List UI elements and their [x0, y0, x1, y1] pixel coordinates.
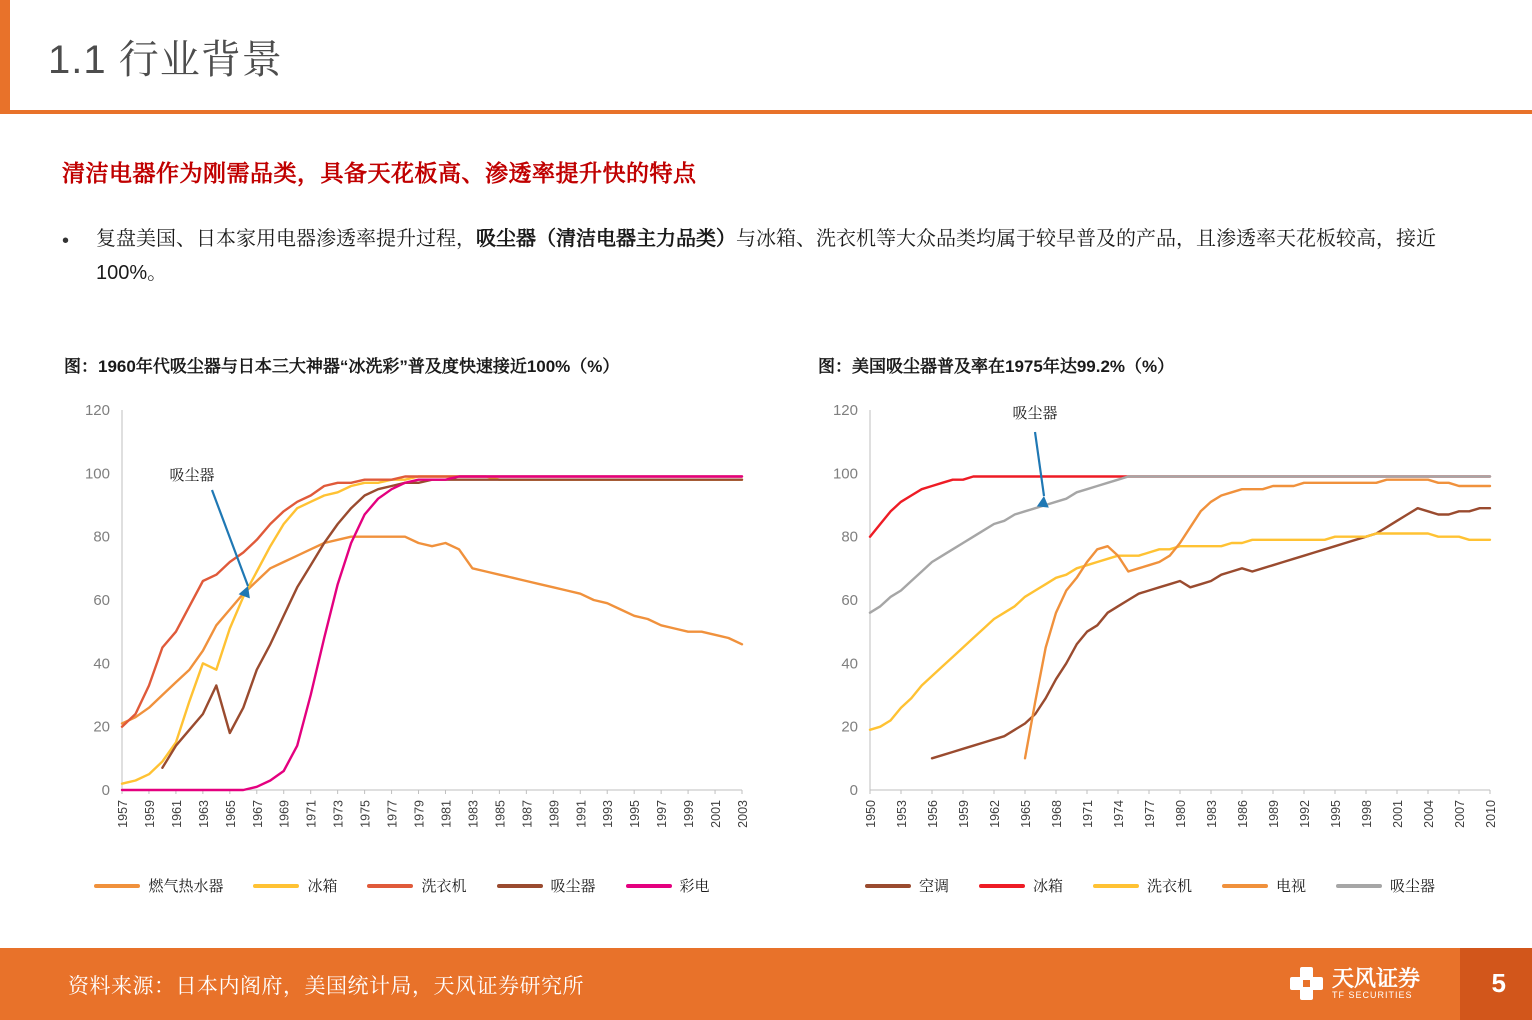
chart-caption-right: 图：美国吸尘器普及率在1975年达99.2%（%） — [818, 357, 1175, 376]
legend-swatch — [626, 884, 672, 888]
legend-item[interactable] — [1222, 875, 1306, 896]
legend-item[interactable] — [1093, 875, 1192, 896]
svg-text:0: 0 — [101, 782, 110, 799]
svg-text:1979: 1979 — [412, 800, 427, 828]
svg-text:2001: 2001 — [709, 800, 724, 828]
svg-text:1987: 1987 — [520, 800, 535, 828]
svg-text:120: 120 — [84, 402, 110, 419]
svg-text:1983: 1983 — [1205, 800, 1219, 828]
legend-label: 冰箱 — [307, 878, 338, 895]
svg-text:1991: 1991 — [574, 800, 589, 828]
svg-text:1969: 1969 — [277, 800, 292, 828]
brand-mark-icon — [1290, 967, 1324, 1001]
svg-text:1981: 1981 — [439, 800, 454, 828]
legend-label: 空调 — [918, 878, 949, 895]
legend-swatch — [865, 884, 911, 888]
chart-japan — [52, 390, 752, 900]
svg-text:1977: 1977 — [385, 800, 400, 828]
chart-japan-legend — [52, 875, 752, 896]
svg-text:1965: 1965 — [1019, 800, 1033, 828]
svg-text:1997: 1997 — [655, 800, 670, 828]
svg-text:1962: 1962 — [988, 800, 1002, 828]
svg-text:100: 100 — [84, 465, 110, 483]
legend-label: 彩电 — [679, 878, 710, 895]
bullet-text-part2: 与冰箱、洗衣机等大众品类均属于较早普及的产品，且渗透率天花板较高，接近100%。 — [96, 228, 1436, 284]
svg-text:80: 80 — [841, 528, 858, 546]
svg-text:吸尘器: 吸尘器 — [1012, 405, 1058, 422]
svg-text:40: 40 — [93, 655, 110, 673]
svg-text:1975: 1975 — [358, 800, 373, 828]
legend-item[interactable] — [626, 875, 710, 896]
svg-text:100: 100 — [832, 465, 858, 483]
header-accent-bar — [0, 0, 10, 112]
svg-text:1983: 1983 — [466, 800, 481, 828]
page-title: 1.1 行业背景 — [48, 38, 283, 82]
svg-text:1974: 1974 — [1112, 800, 1126, 828]
bullet-paragraph — [62, 222, 1482, 290]
svg-text:1959: 1959 — [142, 800, 157, 828]
bullet-marker: • — [62, 230, 70, 252]
svg-text:1999: 1999 — [682, 800, 697, 828]
svg-text:1995: 1995 — [628, 800, 643, 828]
legend-item[interactable] — [367, 875, 466, 896]
svg-text:1998: 1998 — [1360, 800, 1374, 828]
svg-text:1971: 1971 — [304, 800, 319, 828]
legend-item[interactable] — [979, 875, 1063, 896]
svg-text:2001: 2001 — [1391, 800, 1405, 828]
footer-bar — [0, 948, 1532, 1020]
legend-item[interactable] — [865, 875, 949, 896]
svg-text:1980: 1980 — [1174, 800, 1188, 828]
svg-text:1993: 1993 — [601, 800, 616, 828]
svg-text:20: 20 — [93, 718, 110, 736]
svg-text:1977: 1977 — [1143, 800, 1157, 828]
svg-text:60: 60 — [841, 592, 858, 609]
svg-text:1989: 1989 — [547, 800, 562, 828]
svg-text:1957: 1957 — [116, 800, 130, 828]
source-note: 资料来源：日本内阁府，美国统计局，天风证券研究所 — [68, 975, 584, 998]
svg-text:1956: 1956 — [926, 800, 940, 828]
chart-usa — [800, 390, 1500, 900]
bullet-text — [96, 222, 1482, 290]
svg-text:1989: 1989 — [1267, 800, 1281, 828]
svg-text:1965: 1965 — [223, 800, 238, 828]
chart-usa-svg — [800, 390, 1500, 900]
chart-japan-svg — [52, 390, 752, 900]
legend-swatch — [1093, 884, 1139, 888]
legend-swatch — [1336, 884, 1382, 888]
legend-item[interactable] — [1336, 875, 1435, 896]
bullet-text-part1: 复盘美国、日本家用电器渗透率提升过程， — [96, 228, 476, 250]
svg-text:1995: 1995 — [1329, 800, 1343, 828]
legend-label: 洗衣机 — [1146, 878, 1192, 895]
svg-text:1985: 1985 — [493, 800, 508, 828]
brand-logo — [1290, 960, 1420, 1008]
svg-text:1963: 1963 — [196, 800, 211, 828]
svg-text:1971: 1971 — [1081, 800, 1095, 828]
svg-text:1950: 1950 — [864, 800, 878, 828]
legend-item[interactable] — [94, 875, 223, 896]
page-number: 5 — [1491, 968, 1506, 998]
legend-swatch — [979, 884, 1025, 888]
svg-text:1953: 1953 — [895, 800, 909, 828]
svg-text:1959: 1959 — [957, 800, 971, 828]
legend-swatch — [1222, 884, 1268, 888]
legend-label: 冰箱 — [1032, 878, 1063, 895]
svg-text:吸尘器: 吸尘器 — [169, 467, 215, 484]
svg-text:1986: 1986 — [1236, 800, 1250, 828]
chart-caption-left: 图：1960年代吸尘器与日本三大神器“冰洗彩”普及度快速接近100%（%） — [64, 357, 620, 376]
legend-item[interactable] — [253, 875, 337, 896]
bullet-text-bold: 吸尘器（清洁电器主力品类） — [476, 228, 736, 250]
svg-text:2007: 2007 — [1453, 800, 1467, 828]
svg-text:60: 60 — [93, 592, 110, 609]
legend-swatch — [94, 884, 140, 888]
brand-name: 天风证券 — [1331, 966, 1420, 991]
svg-text:40: 40 — [841, 655, 858, 673]
svg-text:1968: 1968 — [1050, 800, 1064, 828]
svg-text:1973: 1973 — [331, 800, 346, 828]
svg-text:2010: 2010 — [1484, 800, 1498, 828]
legend-label: 电视 — [1276, 878, 1307, 895]
chart-usa-legend — [800, 875, 1500, 896]
legend-label: 吸尘器 — [1390, 878, 1436, 895]
section-heading: 清洁电器作为刚需品类，具备天花板高、渗透率提升快的特点 — [62, 160, 697, 186]
svg-text:0: 0 — [849, 782, 858, 799]
svg-text:1961: 1961 — [169, 800, 184, 828]
svg-text:120: 120 — [832, 402, 858, 419]
svg-text:2004: 2004 — [1422, 800, 1436, 828]
legend-item[interactable] — [497, 875, 596, 896]
svg-text:80: 80 — [93, 528, 110, 546]
svg-text:1992: 1992 — [1298, 800, 1312, 828]
svg-text:1967: 1967 — [250, 800, 265, 828]
title-divider — [0, 110, 1532, 114]
svg-text:2003: 2003 — [736, 800, 750, 828]
legend-swatch — [497, 884, 543, 888]
legend-label: 洗衣机 — [421, 878, 467, 895]
legend-swatch — [253, 884, 299, 888]
svg-text:20: 20 — [841, 718, 858, 736]
legend-swatch — [367, 884, 413, 888]
legend-label: 燃气热水器 — [148, 878, 224, 895]
legend-label: 吸尘器 — [550, 878, 596, 895]
brand-sub: TF SECURITIES — [1331, 990, 1413, 1000]
